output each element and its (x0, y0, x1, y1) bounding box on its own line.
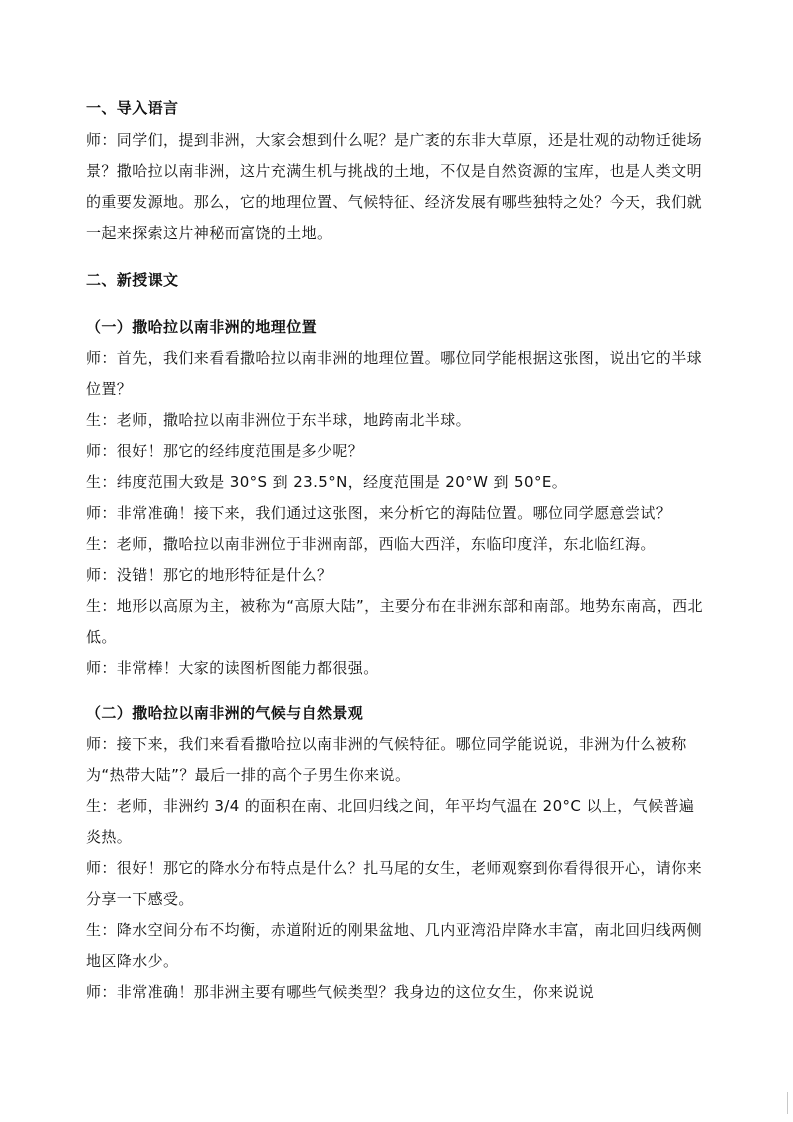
dialogue-line: 生：地形以高原为主，被称为“高原大陆”，主要分布在非洲东部和南部。地势东南高，西北低。 (86, 597, 703, 646)
dialogue-line: 生：纬度范围大致是 30°S 到 23.5°N，经度范围是 20°W 到 50°E。 (86, 473, 568, 491)
dialogue-line: 师：非常棒！大家的读图析图能力都很强。 (86, 659, 379, 677)
dialogue-line: 师：没错！那它的地形特征是什么？ (86, 566, 333, 584)
dialogue-line: 师：很好！那它的经纬度范围是多少呢？ (86, 442, 364, 460)
section2-title: （二）撒哈拉以南非洲的气候与自然景观 (86, 704, 364, 722)
intro-paragraph: 师：同学们，提到非洲，大家会想到什么呢？是广袤的东非大草原，还是壮观的动物迁徙场景？撒哈拉以南非洲，这片充满生机与挑战的土地，不仅是自然资源的宝库，也是人类文明的重要发源地。那么，它的地理位置、气候特征、经济发展有哪些独特之处？今天，我们就一起来探索这片神秘而富饶的土地。 (86, 131, 703, 242)
dialogue-line: 师：非常准确！那非洲主要有哪些气候类型？我身边的这位女生，你来说说 (86, 983, 595, 1001)
dialogue-line: 师：首先，我们来看看撒哈拉以南非洲的地理位置。哪位同学能根据这张图，说出它的半球位置？ (86, 349, 703, 398)
dialogue-line: 师：很好！那它的降水分布特点是什么？扎马尾的女生，老师观察到你看得很开心，请你来分享一下感受。 (86, 859, 703, 908)
section1-title: （一）撒哈拉以南非洲的地理位置 (86, 318, 318, 336)
dialogue-line: 生：老师，非洲约 3/4 的面积在南、北回归线之间，年平均气温在 20°C 以上，气候普遍炎热。 (86, 797, 695, 846)
page-edge-mark (787, 1092, 788, 1114)
dialogue-line: 师：非常准确！接下来，我们通过这张图，来分析它的海陆位置。哪位同学愿意尝试？ (86, 504, 672, 522)
dialogue-line: 生：老师，撒哈拉以南非洲位于东半球，地跨南北半球。 (86, 411, 472, 429)
dialogue-line: 师：接下来，我们来看看撒哈拉以南非洲的气候特征。哪位同学能说说，非洲为什么被称为“热带大陆”？最后一排的高个子男生你来说。 (86, 735, 687, 784)
dialogue-line: 生：老师，撒哈拉以南非洲位于非洲南部，西临大西洋，东临印度洋，东北临红海。 (86, 535, 656, 553)
heading-new-lesson: 二、新授课文 (86, 271, 179, 289)
dialogue-line: 生：降水空间分布不均衡，赤道附近的刚果盆地、几内亚湾沿岸降水丰富，南北回归线两侧地区降水少。 (86, 921, 703, 970)
document-body (86, 96, 706, 1008)
heading-intro: 一、导入语言 (86, 99, 179, 117)
